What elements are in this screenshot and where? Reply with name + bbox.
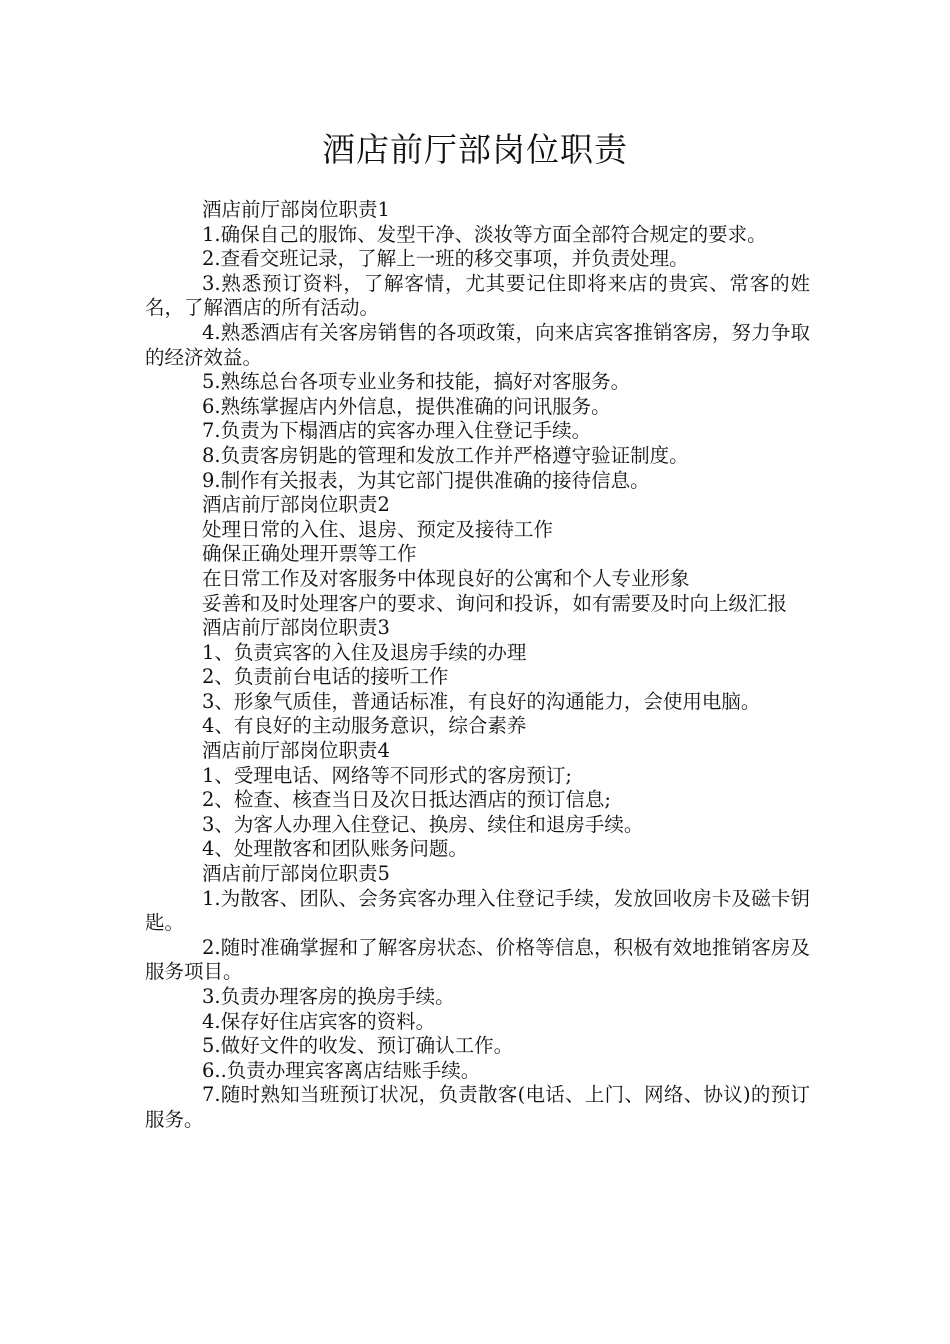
duty-item: 5.做好文件的收发、预订确认工作。 (202, 1034, 514, 1058)
document-body (145, 198, 810, 1133)
duty-item: 7.负责为下榻酒店的宾客办理入住登记手续。 (202, 419, 592, 443)
duty-item: 3、形象气质佳，普通话标准，有良好的沟通能力，会使用电脑。 (202, 689, 761, 713)
duty-item: 7.随时熟知当班预订状况，负责散客(电话、上门、网络、协议)的预订服务。 (145, 1083, 810, 1131)
duty-item: 6.熟练掌握店内外信息，提供准确的问讯服务。 (202, 394, 611, 418)
duty-item: 1.确保自己的服饰、发型干净、淡妆等方面全部符合规定的要求。 (202, 222, 767, 246)
duty-item: 3.熟悉预订资料，了解客情，尤其要记住即将来店的贵宾、常客的姓名，了解酒店的所有活动。 (145, 271, 810, 320)
duty-item: 妥善和及时处理客户的要求、询问和投诉，如有需要及时向上级汇报 (202, 591, 788, 615)
duty-item: 5.熟练总台各项专业业务和技能，搞好对客服务。 (202, 370, 631, 394)
document-title: 酒店前厅部岗位职责 (322, 130, 628, 169)
section-heading: 酒店前厅部岗位职责3 (202, 616, 390, 640)
duty-item: 9.制作有关报表，为其它部门提供准确的接待信息。 (202, 468, 650, 492)
duty-item: 2.随时准确掌握和了解客房状态、价格等信息，积极有效地推销客房及服务项目。 (145, 935, 810, 984)
duty-item: 处理日常的入住、退房、预定及接待工作 (202, 517, 554, 541)
duty-item: 2、负责前台电话的接听工作 (202, 665, 449, 689)
duty-item: 1、受理电话、网络等不同形式的客房预订; (202, 763, 572, 787)
section-heading: 酒店前厅部岗位职责2 (202, 493, 390, 517)
duty-item: 2.查看交班记录，了解上一班的移交事项，并负责处理。 (202, 247, 689, 271)
duty-item: 3、为客人办理入住登记、换房、续住和退房手续。 (202, 812, 644, 836)
section-heading: 酒店前厅部岗位职责5 (202, 862, 390, 886)
duty-item: 在日常工作及对客服务中体现良好的公寓和个人专业形象 (202, 566, 690, 590)
section-heading: 酒店前厅部岗位职责1 (202, 198, 390, 221)
section-heading: 酒店前厅部岗位职责4 (202, 739, 390, 763)
duty-item: 2、检查、核查当日及次日抵达酒店的预订信息; (202, 788, 611, 812)
duty-item: 1.为散客、团队、会务宾客办理入住登记手续，发放回收房卡及磁卡钥匙。 (145, 886, 810, 935)
duty-item: 4、有良好的主动服务意识，综合素养 (202, 714, 527, 738)
duty-item: 4、处理散客和团队账务问题。 (202, 837, 468, 861)
duty-item: 1、负责宾客的入住及退房手续的办理 (202, 640, 527, 664)
duty-item: 4.熟悉酒店有关客房销售的各项政策，向来店宾客推销客房，努力争取的经济效益。 (145, 320, 810, 369)
duty-item: 3.负责办理客房的换房手续。 (202, 985, 455, 1008)
duty-item: 6..负责办理宾客离店结账手续。 (202, 1058, 481, 1082)
duty-item: 确保正确处理开票等工作 (202, 542, 417, 566)
duty-item: 4.保存好住店宾客的资料。 (202, 1009, 436, 1033)
duty-item: 8.负责客房钥匙的管理和发放工作并严格遵守验证制度。 (202, 443, 689, 467)
